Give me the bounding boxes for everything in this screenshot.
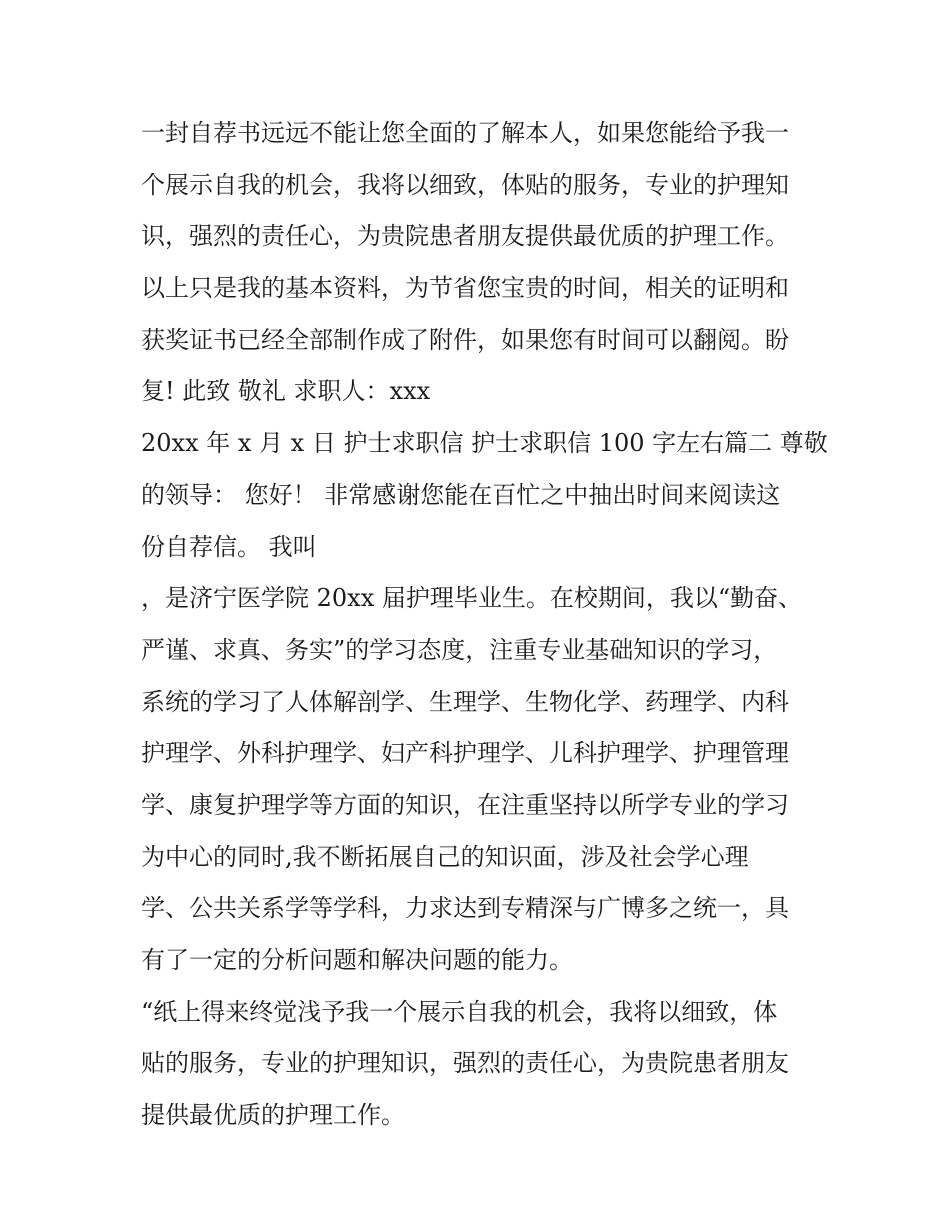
text-line: 一封自荐书远远不能让您全面的了解本人，如果您能给予我一 — [141, 119, 789, 147]
text-line: 份自荐信。 我叫 — [141, 532, 317, 561]
text-line: 提供最优质的护理工作。 — [141, 1101, 405, 1130]
text-line: 20xx 年 x 月 x 日 护士求职信 护士求职信 100 字左右篇二 尊敬 — [141, 429, 828, 458]
text-line: 识，强烈的责任心，为贵院患者朋友提供最优质的护理工作。 — [141, 222, 789, 251]
text-line: 严谨、求真、务实”的学习态度，注重专业基础知识的学习， — [141, 635, 778, 664]
text-line: 为中心的同时,我不断拓展自己的知识面，涉及社会学心理 — [141, 842, 749, 871]
text-line: 学、康复护理学等方面的知识，在注重坚持以所学专业的学习 — [141, 790, 789, 819]
text-line: 有了一定的分析问题和解决问题的能力。 — [141, 946, 573, 974]
text-line: 复! 此致 敬礼 求职人：xxx — [141, 377, 431, 406]
text-line: 学、公共关系学等学科，力求达到专精深与广博多之统一，具 — [141, 894, 789, 923]
text-line: 获奖证书已经全部制作成了附件，如果您有时间可以翻阅。盼 — [141, 325, 789, 354]
text-line: 护理学、外科护理学、妇产科护理学、儿科护理学、护理管理 — [141, 739, 789, 768]
body-text — [141, 108, 828, 1142]
text-line: “纸上得来终觉浅予我一个展示自我的机会，我将以细致，体 — [141, 997, 778, 1026]
text-line: 以上只是我的基本资料，为节省您宝贵的时间，相关的证明和 — [141, 274, 789, 303]
text-line: 贴的服务，专业的护理知识，强烈的责任心，为贵院患者朋友 — [141, 1049, 789, 1078]
text-line: 的领导： 您好！ 非常感谢您能在百忙之中抽出时间来阅读这 — [141, 480, 781, 509]
text-line: ，是济宁医学院 20xx 届护理毕业生。在校期间，我以“勤奋、 — [141, 584, 803, 613]
text-line: 系统的学习了人体解剖学、生理学、生物化学、药理学、内科 — [141, 687, 789, 716]
text-line: 个展示自我的机会，我将以细致，体贴的服务，专业的护理知 — [141, 170, 789, 199]
